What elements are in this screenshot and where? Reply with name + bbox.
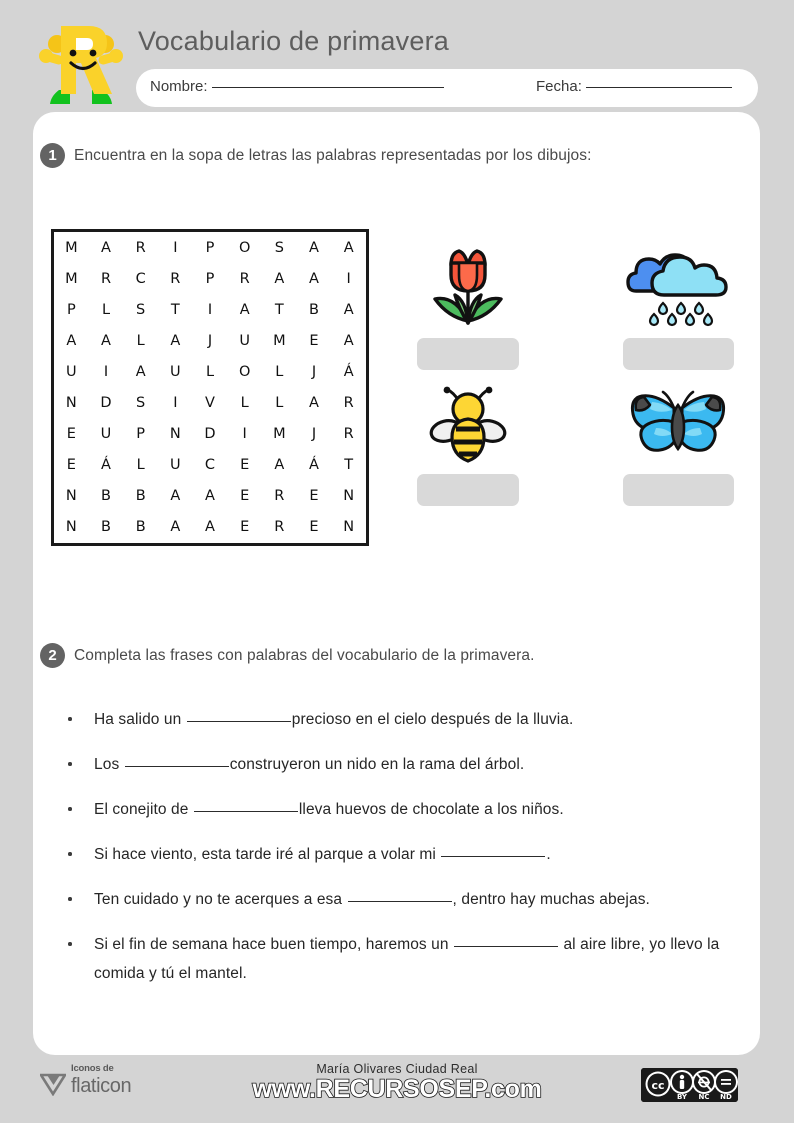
- word-search-cell-r6c4[interactable]: I: [173, 395, 178, 412]
- word-search-cell-r4c8[interactable]: E: [309, 332, 319, 349]
- word-search-cell-r7c6[interactable]: I: [242, 426, 247, 443]
- word-search-cell-r10c4[interactable]: A: [170, 519, 181, 536]
- website-label[interactable]: www.RECURSOSEP.com: [252, 1075, 542, 1103]
- date-input-rule[interactable]: [586, 87, 732, 88]
- word-search-cell-r2c5[interactable]: P: [205, 270, 215, 287]
- date-field[interactable]: [536, 78, 732, 95]
- word-search-cell-r6c6[interactable]: L: [240, 395, 249, 412]
- tulip-art: [393, 245, 543, 333]
- word-search-cell-r6c9[interactable]: R: [343, 395, 354, 412]
- word-search-cell-r6c2[interactable]: D: [100, 395, 112, 412]
- word-search-cell-r6c3[interactable]: S: [136, 395, 146, 412]
- sentence-text-after: .: [546, 846, 551, 863]
- butterfly-icon: [630, 388, 726, 462]
- word-search-cell-r4c4[interactable]: A: [170, 332, 181, 349]
- sentence-text-after: construyeron un nido en la rama del árbol.: [229, 756, 525, 773]
- word-search-cell-r4c2[interactable]: A: [101, 332, 111, 349]
- word-search-cell-r10c2[interactable]: B: [101, 519, 111, 536]
- word-search-cell-r1c4[interactable]: I: [173, 239, 178, 256]
- word-search-grid[interactable]: [51, 229, 369, 546]
- word-search-cell-r2c8[interactable]: A: [309, 270, 319, 287]
- word-search-cell-r3c6[interactable]: A: [239, 301, 250, 318]
- name-input-rule[interactable]: [212, 87, 444, 88]
- sentence-list: [62, 705, 742, 1004]
- word-search-cell-r8c9[interactable]: T: [344, 457, 354, 474]
- flaticon-name-label: flaticon: [71, 1074, 132, 1097]
- sentence-item: [62, 750, 742, 779]
- sentence-item: [62, 930, 742, 988]
- word-search-cell-r7c1[interactable]: E: [66, 426, 76, 443]
- author-label: María Olivares Ciudad Real: [316, 1062, 478, 1076]
- word-search-cell-r2c4[interactable]: R: [170, 270, 181, 287]
- sentence-blank-5[interactable]: [348, 901, 452, 902]
- picture-clue-butterfly: [603, 381, 753, 506]
- word-search-cell-r9c4[interactable]: A: [170, 488, 181, 505]
- word-search-cell-r7c3[interactable]: P: [136, 426, 146, 443]
- word-search-cell-r1c8[interactable]: A: [309, 239, 319, 256]
- page-title: Vocabulario de primavera: [138, 26, 449, 56]
- exercise-2-header: [40, 643, 535, 668]
- word-search-cell-r3c3[interactable]: S: [136, 301, 146, 318]
- word-search-cell-r8c1[interactable]: E: [66, 457, 76, 474]
- word-search-cell-r10c6[interactable]: E: [240, 519, 250, 536]
- word-search-cell-r4c9[interactable]: A: [343, 332, 354, 349]
- word-search-cell-r5c3[interactable]: A: [135, 363, 146, 380]
- word-search-cell-r8c5[interactable]: C: [204, 457, 216, 474]
- word-search-cell-r10c9[interactable]: N: [343, 519, 355, 536]
- word-search-cell-r4c5[interactable]: J: [207, 332, 213, 349]
- word-search-cell-r2c7[interactable]: A: [274, 270, 285, 287]
- sentence-text-before: Si el fin de semana hace buen tiempo, haremos un: [94, 936, 454, 953]
- sentence-blank-3[interactable]: [194, 811, 298, 812]
- bullet-icon: [68, 852, 72, 856]
- rain-cloud-icon: [626, 249, 730, 329]
- word-search-cell-r5c9[interactable]: Á: [343, 363, 354, 380]
- word-search-cell-r8c7[interactable]: A: [274, 457, 285, 474]
- name-date-bar: [136, 69, 758, 107]
- word-search-cell-r7c7[interactable]: M: [273, 426, 286, 443]
- sentence-blank-1[interactable]: [187, 721, 291, 722]
- word-search-cell-r8c3[interactable]: L: [136, 457, 145, 474]
- sentence-blank-6[interactable]: [454, 946, 558, 947]
- word-search-cell-r3c7[interactable]: T: [274, 301, 284, 318]
- recursosep-r-mascot-icon: [33, 16, 129, 112]
- word-search-cell-r4c1[interactable]: A: [66, 332, 77, 349]
- word-search-cell-r6c5[interactable]: V: [205, 395, 215, 412]
- rain-cloud-art: [603, 245, 753, 333]
- word-search-cell-r3c9[interactable]: A: [343, 301, 354, 318]
- flaticon-top-label: Iconos de: [71, 1063, 114, 1074]
- word-search-cell-r8c8[interactable]: Á: [309, 457, 319, 474]
- bullet-icon: [68, 717, 72, 721]
- word-search-cell-r5c7[interactable]: L: [275, 363, 284, 380]
- sentence-blank-4[interactable]: [441, 856, 545, 857]
- word-search-cell-r9c9[interactable]: N: [343, 488, 355, 505]
- bee-art: [393, 381, 543, 469]
- sentence-text-after: , dentro hay muchas abejas.: [452, 891, 650, 908]
- word-search-cell-r3c1[interactable]: P: [66, 301, 76, 318]
- svg-text:cc: cc: [651, 1079, 665, 1092]
- bee-answer-box[interactable]: [417, 474, 519, 506]
- word-search-cell-r5c6[interactable]: O: [238, 363, 251, 380]
- word-search-cell-r1c1[interactable]: M: [65, 239, 78, 256]
- word-search-cell-r9c1[interactable]: N: [65, 488, 77, 505]
- word-search-cell-r10c1[interactable]: N: [65, 519, 77, 536]
- word-search-cell-r7c4[interactable]: N: [169, 426, 181, 443]
- word-search-cell-r6c1[interactable]: N: [65, 395, 77, 412]
- butterfly-art: [603, 381, 753, 469]
- word-search-cell-r9c3[interactable]: B: [135, 488, 146, 505]
- word-search-cell-r4c6[interactable]: U: [239, 332, 250, 349]
- tulip-flower-icon: [427, 247, 509, 331]
- word-search-cell-r1c9[interactable]: A: [343, 239, 354, 256]
- rain-answer-box[interactable]: [623, 338, 734, 370]
- word-search-cell-r2c6[interactable]: R: [239, 270, 250, 287]
- svg-text:BY: BY: [676, 1093, 688, 1101]
- word-search-cell-r10c8[interactable]: E: [309, 519, 319, 536]
- word-search-cell-r5c1[interactable]: U: [66, 363, 77, 380]
- exercise-2-number-badge: 2: [40, 643, 65, 668]
- sentence-text-after: precioso en el cielo después de la lluvia.: [291, 711, 574, 728]
- word-search-cell-r2c1[interactable]: M: [65, 270, 78, 287]
- word-search-cell-r6c8[interactable]: A: [309, 395, 319, 412]
- sentence-item: [62, 795, 742, 824]
- bullet-icon: [68, 762, 72, 766]
- word-search-cell-r3c2[interactable]: L: [101, 301, 111, 318]
- picture-clue-bee: [393, 381, 543, 506]
- word-search-cell-r2c2[interactable]: R: [100, 270, 112, 287]
- word-search-cell-r10c7[interactable]: R: [274, 519, 285, 536]
- page-header: [0, 0, 794, 112]
- word-search-cell-r2c9[interactable]: I: [346, 270, 351, 287]
- word-search-cell-r4c7[interactable]: M: [273, 332, 286, 349]
- word-search-cell-r7c9[interactable]: R: [343, 426, 354, 443]
- word-search-cell-r5c4[interactable]: U: [170, 363, 181, 380]
- word-search-cell-r5c8[interactable]: J: [311, 363, 317, 380]
- sentence-text-after: lleva huevos de chocolate a los niños.: [298, 801, 564, 818]
- picture-clue-rain: [603, 245, 753, 370]
- word-search-cell-r8c4[interactable]: U: [170, 457, 181, 474]
- word-search-cell-r7c5[interactable]: D: [204, 426, 216, 443]
- sentence-item: [62, 705, 742, 734]
- sentence-text-before: Ten cuidado y no te acerques a esa: [94, 891, 347, 908]
- word-search-cell-r5c2[interactable]: I: [103, 363, 109, 380]
- sentence-text-after: al aire libre, yo llevo la comida y tú el mantel.: [94, 936, 720, 982]
- word-search-cell-r7c2[interactable]: U: [100, 426, 112, 443]
- bullet-icon: [68, 897, 72, 901]
- sentence-blank-2[interactable]: [125, 766, 229, 767]
- word-search-cell-r1c6[interactable]: O: [238, 239, 251, 256]
- name-field[interactable]: [150, 78, 444, 95]
- word-search-cell-r7c8[interactable]: J: [311, 426, 317, 443]
- word-search-cell-r9c6[interactable]: E: [240, 488, 250, 505]
- word-search-cell-r1c2[interactable]: A: [101, 239, 111, 256]
- sentence-text-before: El conejito de: [94, 801, 193, 818]
- name-label: Nombre:: [150, 78, 208, 95]
- exercise-1-number-badge: 1: [40, 143, 65, 168]
- sentence-text-before: Si hace viento, esta tarde iré al parque a volar mi: [94, 846, 441, 863]
- svg-text:ND: ND: [720, 1093, 732, 1101]
- bee-icon: [429, 385, 507, 465]
- date-label: Fecha:: [536, 78, 582, 95]
- word-search-cell-r1c7[interactable]: S: [274, 239, 284, 256]
- word-search-cell-r1c5[interactable]: P: [205, 239, 215, 256]
- word-search-cell-r3c4[interactable]: T: [170, 301, 180, 318]
- word-search-cell-r10c5[interactable]: A: [205, 519, 215, 536]
- word-search-cell-r2c3[interactable]: C: [135, 270, 146, 287]
- word-search-cell-r3c5[interactable]: I: [207, 301, 213, 318]
- svg-text:NC: NC: [698, 1093, 710, 1101]
- word-search-cell-r6c7[interactable]: L: [275, 395, 284, 412]
- word-search-cell-r3c8[interactable]: B: [309, 301, 319, 318]
- exercise-1-instruction: Encuentra en la sopa de letras las palabras representadas por los dibujos:: [74, 146, 592, 164]
- word-search-cells: [54, 232, 366, 543]
- exercise-2-instruction: Completa las frases con palabras del vocabulario de la primavera.: [74, 646, 535, 664]
- bullet-icon: [68, 942, 72, 946]
- word-search-cell-r4c3[interactable]: L: [136, 332, 145, 349]
- butterfly-answer-box[interactable]: [623, 474, 734, 506]
- exercise-1-header: [40, 143, 592, 168]
- sentence-text-before: Los: [94, 756, 124, 773]
- word-search-cell-r8c2[interactable]: Á: [101, 457, 111, 474]
- creative-commons-badge-icon[interactable]: [641, 1068, 738, 1102]
- picture-clue-tulip: [393, 245, 543, 370]
- word-search-cell-r9c8[interactable]: E: [309, 488, 319, 505]
- word-search-cell-r5c5[interactable]: L: [205, 363, 215, 380]
- word-search-cell-r8c6[interactable]: E: [240, 457, 250, 474]
- word-search-cell-r1c3[interactable]: R: [135, 239, 146, 256]
- word-search-cell-r9c2[interactable]: B: [101, 488, 111, 505]
- sentence-text-before: Ha salido un: [94, 711, 186, 728]
- tulip-answer-box[interactable]: [417, 338, 519, 370]
- bullet-icon: [68, 807, 72, 811]
- word-search-cell-r9c5[interactable]: A: [205, 488, 215, 505]
- word-search-cell-r9c7[interactable]: R: [274, 488, 285, 505]
- word-search-cell-r10c3[interactable]: B: [135, 519, 146, 536]
- picture-clues: [390, 245, 730, 520]
- sentence-item: [62, 840, 742, 869]
- sentence-item: [62, 885, 742, 914]
